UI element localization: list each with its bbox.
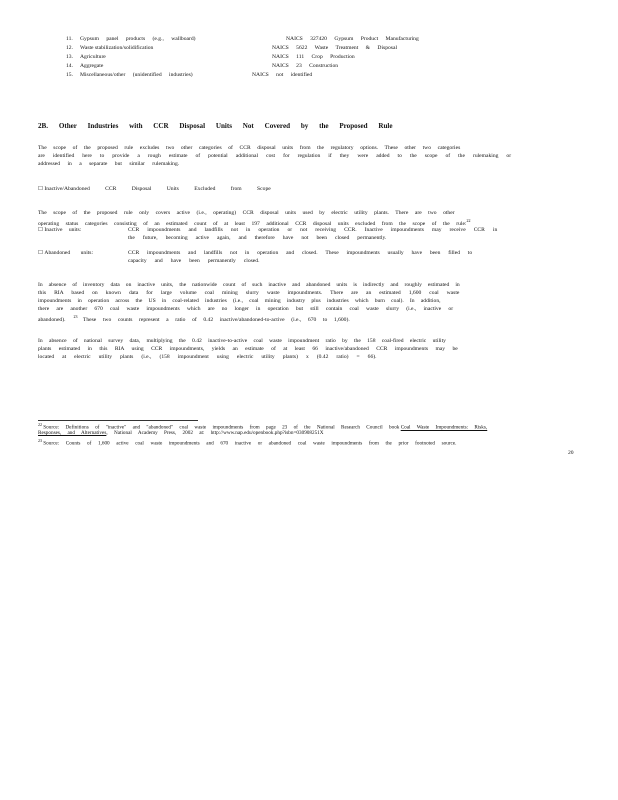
list-item-naics: NAICS 5622 Waste Treatment & Disposal <box>272 45 398 51</box>
subheading-text: Inactive/Abandoned CCR Disposal Units Excluded from Scope <box>44 186 271 192</box>
bullet-inactive <box>38 227 81 234</box>
list-item <box>66 63 339 70</box>
bullet-text: CCR impoundments and landfills not in operation or not receiving CCR. Inactive impoundments may receive CCR in <box>128 227 498 233</box>
list-item-number: 13. <box>66 54 73 60</box>
page-number: 20 <box>568 450 574 456</box>
bullet-abandoned <box>38 250 93 257</box>
bullet-label: Inactive units: <box>44 227 82 233</box>
footnote-text: Source: Definitions of "inactive" and "abandoned" coal waste impoundments from page 23 of the National Research Council book <box>43 424 400 431</box>
list-item <box>66 36 419 43</box>
para3-line-5a: abandoned). <box>38 316 66 323</box>
checkbox-icon: ☐ <box>38 250 44 256</box>
list-item-number: 12. <box>66 45 73 51</box>
footnote-22-cont <box>38 430 324 437</box>
footnote-ref: 22 <box>466 218 471 223</box>
list-item-label: Gypsum panel products (e.g., wallboard) <box>80 36 196 42</box>
bullet-text: capacity and have been permanently closed. <box>128 258 260 264</box>
footnote-number: 22 <box>38 422 42 427</box>
list-item-naics: NAICS not identified <box>252 72 313 78</box>
list-item-number: 11. <box>66 36 73 42</box>
list-item-label: Agriculture <box>80 54 106 60</box>
list-item-label: Waste stabilization/solidification <box>80 45 154 51</box>
list-item <box>66 45 398 52</box>
para3-line-2: this RIA based on known data for large volume coal mining slurry waste impoundments. There are an estimated 1,600 coal waste <box>38 290 460 296</box>
para3-line-5 <box>38 314 350 324</box>
list-item-naics: NAICS 111 Crop Production <box>272 54 355 60</box>
footnote-text: Source: Counts of 1,600 active coal waste impoundments and 670 inactive or abandoned coal waste impoundments from the prior footnoted source. <box>43 440 457 447</box>
list-item-naics: NAICS 23 Construction <box>272 63 339 69</box>
checkbox-icon: ☐ <box>38 186 44 192</box>
footnote-23 <box>38 438 456 448</box>
intro-line-3: addressed in a separate but similar rulemaking. <box>38 161 180 167</box>
checkbox-icon: ☐ <box>38 227 44 233</box>
list-item-number: 15. <box>66 72 73 78</box>
footnote-divider <box>38 420 198 421</box>
intro-line-2: are identified here to provide a rough estimate of potential additional cost for regulation if they were added to the scope of the rulemaking or <box>38 153 512 159</box>
scope-line-2-text: operating status categories consisting of an estimated count of at least 197 additional CCR disposal units excluded from the scope of the rule: <box>38 220 467 227</box>
list-item-number: 14. <box>66 63 73 69</box>
para4-line-2: plants estimated in this RIA using CCR impoundments, yields an estimate of at least 66 inactive/abandoned CCR impoundments may be <box>38 346 458 352</box>
para3-line-4: there are another 670 coal waste impoundments which are no longer in operation but still contain coal waste slurry (i.e., inactive or <box>38 306 454 312</box>
footnote-ref: 23 <box>73 314 78 319</box>
footnote-text: , National Academy Press, 2002 at: http://www.nap.edu/openbook.php?isbn=030908251X <box>106 430 324 436</box>
bullet-text: the future, becoming active again, and therefore have not been closed permanently. <box>128 235 387 241</box>
list-item-label: Miscellaneous/other (unidentified industries) <box>80 72 193 78</box>
bullet-label: Abandoned units: <box>44 250 94 256</box>
bullet-text: CCR impoundments and landfills not in operation and closed. These impoundments usually have been filled to <box>128 250 473 256</box>
list-item-naics: NAICS 327420 Gypsum Product Manufacturing <box>286 36 419 42</box>
para3-line-3: impoundments in operation across the US in coal-related industries (i.e., coal mining industry plus industries which burn coal). In addition, <box>38 298 441 304</box>
para4-line-3: located at electric utility plants (i.e., (158 impoundment using electric utility plants) x (0.42 ratio) = 66). <box>38 354 377 360</box>
footnote-book-title: Coal Waste Impoundments: Risks, <box>400 424 488 431</box>
intro-line-1: The scope of the proposed rule excludes two other categories of CCR disposal units from the regulatory options. These other two categories <box>38 145 461 151</box>
section-heading: 2B. Other Industries with CCR Disposal Units Not Covered by the Proposed Rule <box>38 122 393 130</box>
list-item <box>66 72 313 79</box>
scope-line-1: The scope of the proposed rule only covers active (i.e., operating) CCR disposal units used by electric utility plants. There are two other <box>38 210 455 216</box>
footnote-book-subtitle: Responses, and Alternatives <box>38 430 107 436</box>
para3-line-5b: These two counts represent a ratio of 0.42 inactive/abandoned-to-active (i.e., 670 to 1,600). <box>82 316 350 323</box>
footnote-number: 23 <box>38 438 42 443</box>
para4-line-1: In absence of national survey data, multiplying the 0.42 inactive-to-active coal waste impoundment ratio by the 158 coal-fired electric utility <box>38 338 446 344</box>
para3-line-1: In absence of inventory data on inactive units, the nationwide count of such inactive and abandoned units is indirectly and roughly estimated in <box>38 282 460 288</box>
list-item-label: Aggregate <box>80 63 104 69</box>
list-item <box>66 54 355 61</box>
subheading <box>38 186 271 193</box>
